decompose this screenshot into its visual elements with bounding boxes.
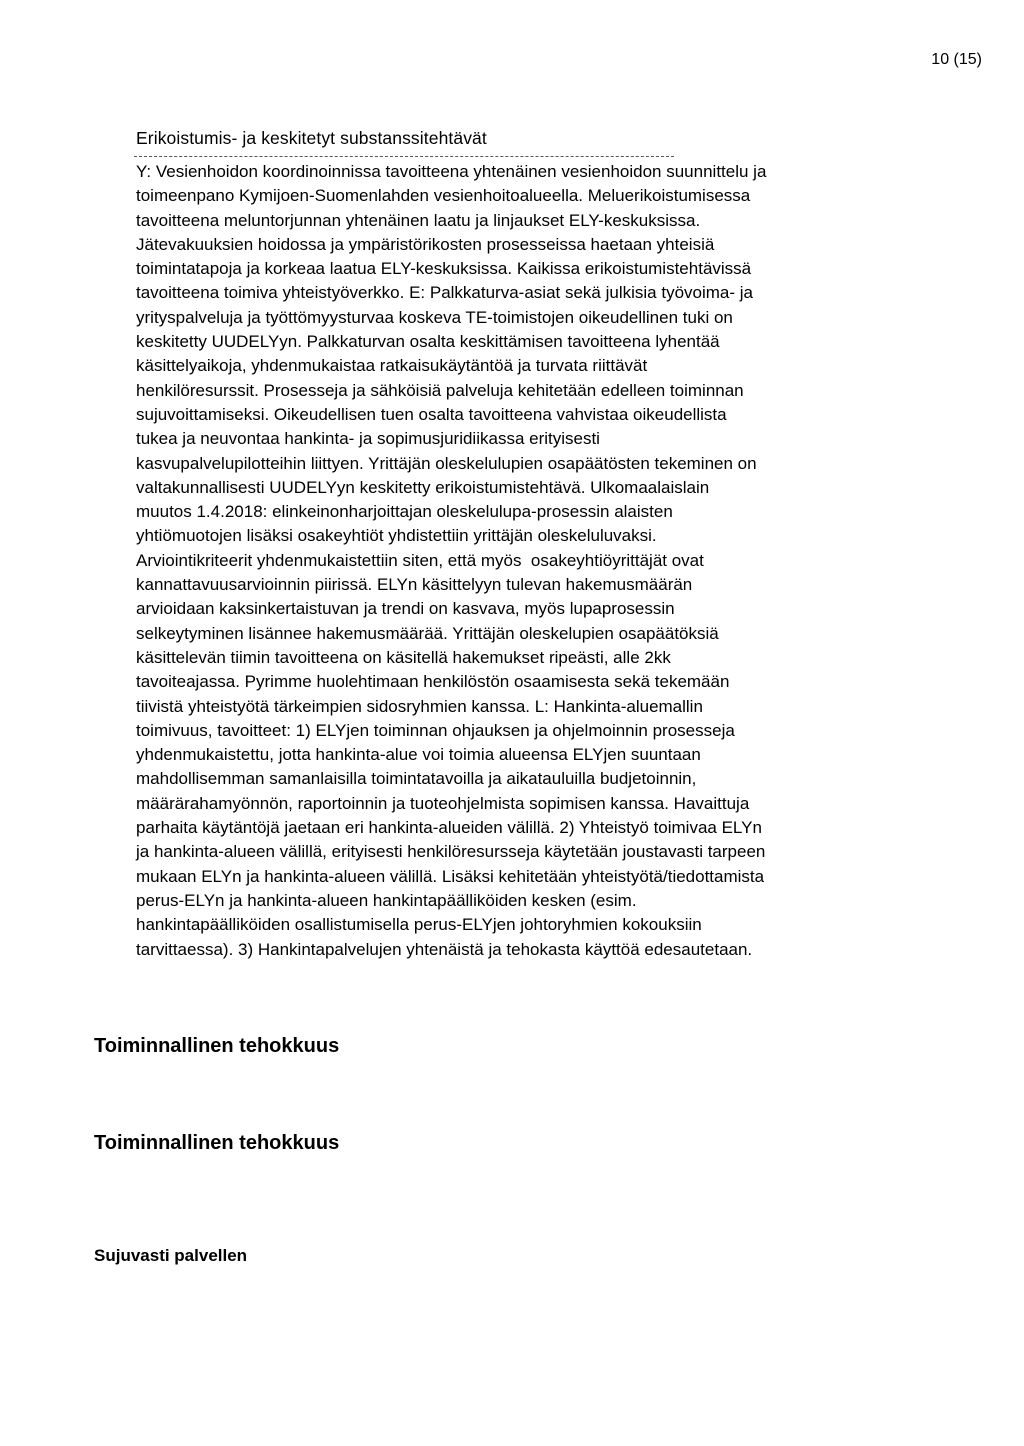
body-line: toimintatapoja ja korkeaa laatua ELY-keskuksissa. Kaikissa erikoistumistehtävissä (136, 259, 752, 279)
body-line: yhdenmukaistettu, jotta hankinta-alue voi toimia alueensa ELYjen suuntaan (136, 745, 701, 765)
section-heading: Erikoistumis- ja keskitetyt substanssitehtävät (136, 128, 487, 148)
body-line: toimivuus, tavoitteet: 1) ELYjen toiminnan ohjauksen ja ohjelmoinnin prosesseja (136, 720, 735, 740)
body-line: käsittelevän tiimin tavoitteena on käsitellä hakemukset ripeästi, alle 2kk (136, 647, 671, 667)
body-line: Jätevakuuksien hoidossa ja ympäristörikosten prosesseissa haetaan yhteisiä (136, 234, 715, 254)
body-line: tarvittaessa). 3) Hankintapalvelujen yhtenäistä ja tehokasta käyttöä edesautetaan. (136, 939, 753, 959)
body-line: Y: Vesienhoidon koordinoinnissa tavoitteena yhtenäinen vesienhoidon suunnittelu ja (136, 162, 767, 181)
body-line: muutos 1.4.2018: elinkeinonharjoittajan oleskelulupa-prosessin alaisten (136, 502, 673, 522)
heading-toiminnallinen-tehokkuus-1: Toiminnallinen tehokkuus (94, 1035, 340, 1057)
body-line: tavoiteajassa. Pyrimme huolehtimaan henkilöstön osaamisesta sekä tekemään (136, 672, 730, 692)
body-line: mukaan ELYn ja hankinta-alueen välillä. Lisäksi kehitetään yhteistyötä/tiedottamista (136, 866, 765, 886)
section-body (136, 160, 886, 962)
body-line: hankintapäälliköiden osallistumisella perus-ELYjen johtoryhmien kokouksiin (136, 915, 702, 935)
heading-sujuvasti-palvellen: Sujuvasti palvellen (94, 1246, 248, 1265)
body-line: kasvupalvelupilotteihin liittyen. Yrittäjän oleskelulupien osapäätösten tekeminen on (136, 453, 757, 473)
body-line: henkilöresurssit. Prosesseja ja sähköisiä palveluja kehitetään edelleen toiminnan (136, 380, 744, 400)
body-line: toimeenpano Kymijoen-Suomenlahden vesienhoitoalueella. Meluerikoistumisessa (136, 186, 751, 206)
body-line: tavoitteena toimiva yhteistyöverkko. E: Palkkaturva-asiat sekä julkisia työvoima- ja (136, 283, 753, 303)
page-number: 10 (15) (931, 51, 982, 68)
heading-underline (134, 156, 674, 157)
body-line: perus-ELYn ja hankinta-alueen hankintapäälliköiden kesken (esim. (136, 890, 637, 910)
body-line: tavoitteena meluntorjunnan yhtenäinen laatu ja linjaukset ELY-keskuksissa. (136, 210, 701, 230)
body-line: ja hankinta-alueen välillä, erityisesti henkilöresursseja käytetään joustavasti tarpeen (136, 842, 766, 862)
body-line: keskitetty UUDELYyn. Palkkaturvan osalta keskittämisen tavoitteena lyhentää (136, 332, 720, 352)
body-line: mahdollisemman samanlaisilla toimintatavoilla ja aikatauluilla budjetoinnin, (136, 769, 697, 789)
body-line: tiivistä yhteistyötä tärkeimpien sidosryhmien kanssa. L: Hankinta-aluemallin (136, 696, 703, 716)
body-line: tukea ja neuvontaa hankinta- ja sopimusjuridiikassa erityisesti (136, 429, 600, 449)
body-line: parhaita käytäntöjä jaetaan eri hankinta-alueiden välillä. 2) Yhteistyö toimivaa ELYn (136, 818, 762, 838)
body-line: yhtiömuotojen lisäksi osakeyhtiöt yhdistettiin yrittäjän oleskeluluvaksi. (136, 526, 657, 546)
body-line: valtakunnallisesti UUDELYyn keskitetty erikoistumistehtävä. Ulkomaalaislain (136, 477, 710, 497)
heading-toiminnallinen-tehokkuus-2: Toiminnallinen tehokkuus (94, 1132, 340, 1154)
body-line: yrityspalveluja ja työttömyysturvaa koskeva TE-toimistojen oikeudellinen tuki on (136, 307, 733, 327)
body-line: Arviointikriteerit yhdenmukaistettiin siten, että myös osakeyhtiöyrittäjät ovat (136, 550, 704, 570)
body-line: arvioidaan kaksinkertaistuvan ja trendi on kasvava, myös lupaprosessin (136, 599, 675, 619)
body-line: kannattavuusarvioinnin piirissä. ELYn käsittelyyn tulevan hakemusmäärän (136, 575, 693, 595)
body-line: käsittelyaikoja, yhdenmukaistaa ratkaisukäytäntöä ja turvata riittävät (136, 356, 648, 376)
body-line: selkeytyminen lisännee hakemusmäärää. Yrittäjän oleskelupien osapäätöksiä (136, 623, 719, 643)
body-line: määrärahamyönnön, raportoinnin ja tuoteohjelmista sopimisen kanssa. Havaittuja (136, 793, 750, 813)
body-line: sujuvoittamiseksi. Oikeudellisen tuen osalta tavoitteena vahvistaa oikeudellista (136, 404, 727, 424)
